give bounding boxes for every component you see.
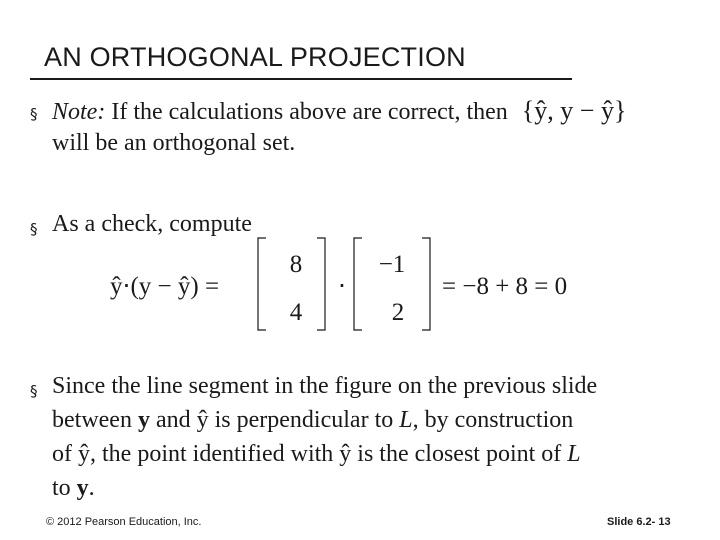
vector1-right-bracket <box>317 238 325 330</box>
text-span: between <box>52 407 138 433</box>
bullet3-line2 <box>52 407 573 434</box>
bullet3-line1: Since the line segment in the figure on the previous slide <box>52 373 598 399</box>
text-span: and <box>149 407 197 433</box>
text-span: , the point identified with <box>90 441 340 467</box>
vector-yhat: ŷ <box>339 441 352 467</box>
bullet2-text: As a check, compute <box>52 211 252 237</box>
dot-product-equation <box>0 232 720 342</box>
text-span: . <box>88 475 95 501</box>
vector1-entry-bottom: 4 <box>289 299 303 326</box>
bullet-marker: § <box>30 105 38 123</box>
dot-operator: ⋅ <box>338 273 346 300</box>
vector2-entry-top: −1 <box>378 251 406 278</box>
copyright-notice: © 2012 Pearson Education, Inc. <box>46 516 202 528</box>
bullet1-line1 <box>52 96 626 126</box>
text-span: is perpendicular to <box>208 407 400 433</box>
orthogonal-set-expression: {ŷ, y − ŷ} <box>521 96 627 125</box>
title-underline <box>30 78 572 80</box>
vector1-entry-top: 8 <box>289 251 303 278</box>
line-L: L <box>567 441 581 467</box>
bullet3-line3 <box>52 441 581 468</box>
slide-number: Slide 6.2- 13 <box>607 516 671 528</box>
equation-rhs: = −8 + 8 = 0 <box>442 273 568 300</box>
vector2-right-bracket <box>422 238 430 330</box>
bullet1-text-a: If the calculations above are correct, then <box>105 99 508 125</box>
vector1-left-bracket <box>258 238 266 330</box>
vector-yhat: ŷ <box>78 441 90 467</box>
bullet3-line4 <box>52 475 95 502</box>
slide-title: AN ORTHOGONAL PROJECTION <box>44 42 466 72</box>
text-span: , by construction <box>412 407 574 433</box>
bullet-marker: § <box>30 220 38 238</box>
text-span: is the closest point of <box>351 441 568 467</box>
vector-yhat: ŷ <box>196 407 209 433</box>
equation-lhs: ŷ⋅(y − ŷ) = <box>110 273 220 300</box>
vector-y: y <box>76 475 89 501</box>
bullet-marker: § <box>30 382 38 400</box>
text-span: to <box>52 475 77 501</box>
vector2-left-bracket <box>354 238 362 330</box>
vector-y: y <box>137 407 150 433</box>
vector2-entry-bottom: 2 <box>391 299 405 326</box>
note-label: Note: <box>52 99 106 125</box>
line-L: L <box>399 407 413 433</box>
bullet1-line2: will be an orthogonal set. <box>52 130 296 156</box>
text-span: of <box>52 441 78 467</box>
